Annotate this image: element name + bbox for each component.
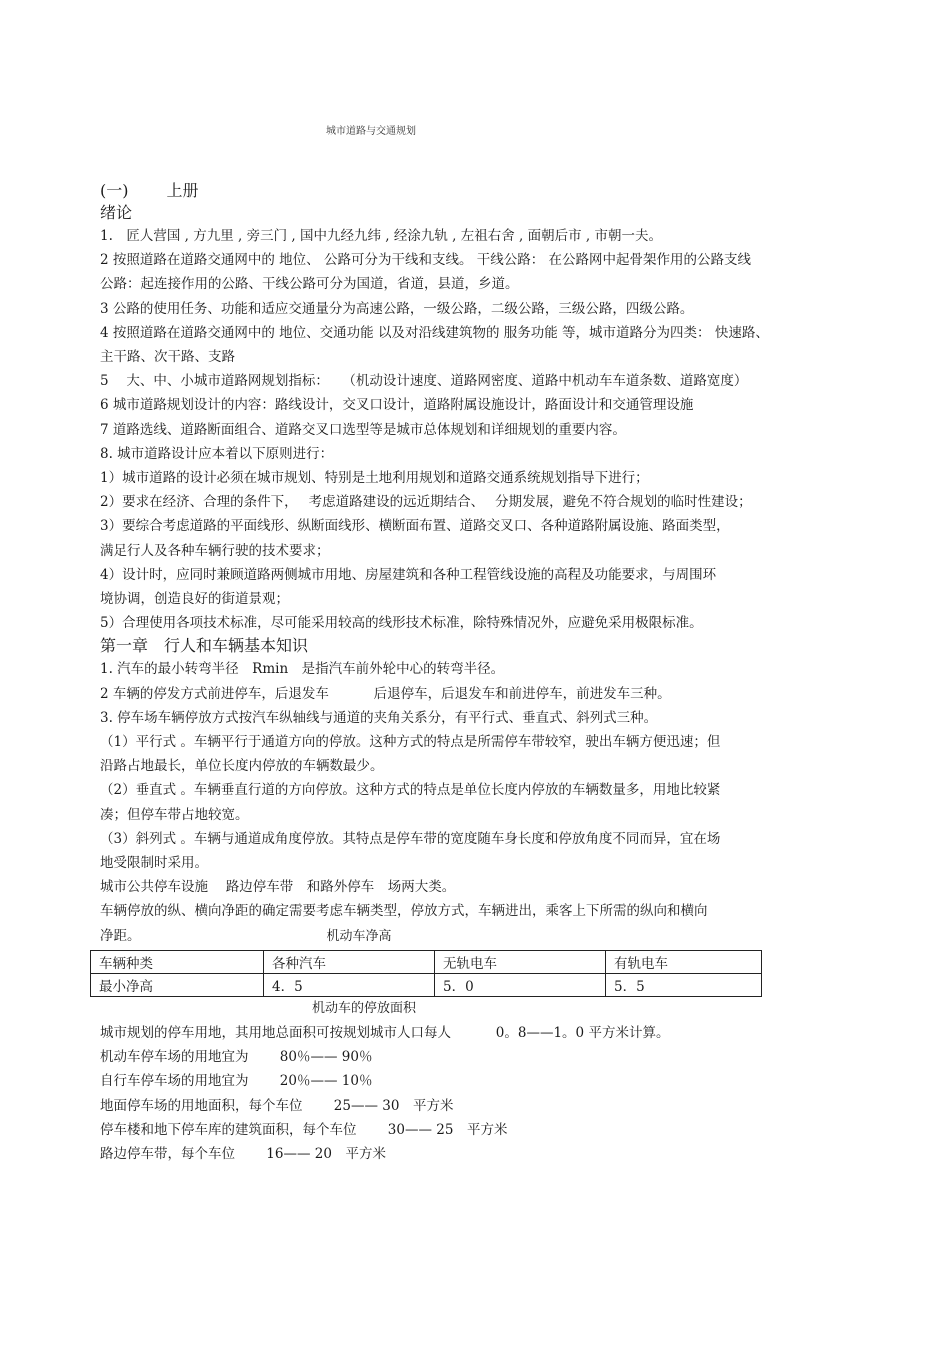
chapter1-line: 地受限制时采用。 (100, 855, 208, 872)
table-header-cell: 无轨电车 (435, 950, 606, 973)
clearance-table (90, 950, 762, 997)
table-lead: 净距。 (100, 927, 141, 944)
intro-line: 3 公路的使用任务、功能和适应交通量分为高速公路，一级公路，二级公路，三级公路，四级公路。 (100, 300, 694, 317)
chapter1-line: （3）斜列式 。车辆与通道成角度停放。其特点是停车带的宽度随车身长度和停放角度不同而异，宜在场 (100, 830, 721, 847)
intro-line: 5 大、中、小城市道路网规划指标： （机动设计速度、道路网密度、道路中机动车车道条数、道路宽度） (100, 373, 748, 390)
intro-line: 7 道路选线、道路断面组合、道路交叉口选型等是城市总体规划和详细规划的重要内容。 (100, 421, 626, 438)
intro-line: 境协调，创造良好的街道景观； (100, 591, 289, 608)
intro-line: 公路：起连接作用的公路、干线公路可分为国道，省道，县道，乡道。 (100, 276, 519, 293)
table-caption: 机动车净高 (326, 928, 392, 944)
intro-line: 1. 匠人营国 , 方九里 , 旁三门 , 国中九经九纬 , 经涂九轨 , 左祖右舍 , 面朝后市 , 市朝一夫。 (100, 228, 662, 244)
table-header-cell: 有轨电车 (606, 950, 762, 973)
intro-line: 4）设计时，应同时兼顾道路两侧城市用地、房屋建筑和各种工程管线设施的高程及功能要求，与周围环 (100, 566, 717, 583)
chapter1-heading: 第一章 行人和车辆基本知识 (100, 636, 309, 656)
intro-line: 主干路、次干路、支路 (100, 349, 235, 366)
parking-line: 路边停车带，每个车位 16—— 20 平方米 (100, 1145, 386, 1162)
chapter1-line: 凑；但停车带占地较宽。 (100, 806, 249, 823)
table-cell: 5．0 (435, 973, 606, 996)
intro-line: 3）要综合考虑道路的平面线形、纵断面线形、横断面布置、道路交叉口、各种道路附属设施、路面类型， (100, 518, 730, 535)
chapter1-line: 沿路占地最长，单位长度内停放的车辆数最少。 (100, 758, 384, 775)
chapter1-line: 2 车辆的停发方式前进停车，后退发车 后退停车，后退发车和前进停车，前进发车三种。 (100, 685, 671, 702)
intro-heading: 绪论 (100, 203, 133, 222)
section-number: (一) (100, 181, 129, 200)
table-header-row (91, 950, 762, 973)
parking-line: 机动车停车场的用地宜为 80％—— 90％ (100, 1049, 373, 1066)
intro-line: 2 按照道路在道路交通网中的 地位、 公路可分为干线和支线。 干线公路： 在公路网中起骨架作用的公路支线 (100, 252, 752, 269)
intro-line: 8. 城市道路设计应本着以下原则进行： (100, 445, 334, 462)
parking-line: 自行车停车场的用地宜为 20％—— 10％ (100, 1073, 373, 1090)
intro-line: 2）要求在经济、合理的条件下， 考虑道路建设的远近期结合、 分期发展，避免不符合规划的临时性建设； (100, 494, 752, 511)
intro-line: 6 城市道路规划设计的内容：路线设计，交叉口设计，道路附属设施设计，路面设计和交通管理设施 (100, 397, 694, 414)
intro-line: 4 按照道路在道路交通网中的 地位、交通功能 以及对沿线建筑物的 服务功能 等，城市道路分为四类： 快速路、 (100, 324, 769, 341)
running-title: 城市道路与交通规划 (326, 126, 416, 137)
table-cell: 最小净高 (91, 973, 264, 996)
chapter1-line: 3. 停车场车辆停放方式按汽车纵轴线与通道的夹角关系分，有平行式、垂直式、斜列式三种。 (100, 709, 658, 726)
parking-line: 城市规划的停车用地，其用地总面积可按规划城市人口每人 0。8——1。0 平方米计算。 (100, 1024, 670, 1041)
table-header-cell: 各种汽车 (264, 950, 435, 973)
chapter1-line: （2）垂直式 。车辆垂直行道的方向停放。这种方式的特点是单位长度内停放的车辆数量多，用地比较紧 (100, 782, 721, 799)
document-body (100, 180, 860, 1166)
section-title: 上册 (166, 181, 199, 200)
table-cell: 4．5 (264, 973, 435, 996)
intro-line: 1）城市道路的设计必须在城市规划、特别是土地利用规划和道路交通系统规划指导下进行； (100, 470, 649, 487)
intro-line: 满足行人及各种车辆行驶的技术要求； (100, 542, 330, 559)
section-heading (100, 180, 860, 202)
parking-area-caption: 机动车的停放面积 (312, 1000, 417, 1016)
chapter1-line: （1）平行式 。车辆平行于通道方向的停放。这种方式的特点是所需停车带较窄，驶出车辆方便迅速；但 (100, 734, 721, 751)
intro-line: 5）合理使用各项技术标准，尽可能采用较高的线形技术标准，除特殊情况外，应避免采用极限标准。 (100, 615, 703, 632)
chapter1-line: 城市公共停车设施 路边停车带 和路外停车 场两大类。 (100, 879, 456, 896)
table-row (91, 973, 762, 996)
chapter1-line: 1. 汽车的最小转弯半径 Rmin 是指汽车前外轮中心的转弯半径。 (100, 661, 505, 678)
chapter1-line: 车辆停放的纵、横向净距的确定需要考虑车辆类型，停放方式，车辆进出，乘客上下所需的纵向和横向 (100, 903, 708, 920)
parking-line: 地面停车场的用地面积，每个车位 25—— 30 平方米 (100, 1097, 454, 1114)
table-cell: 5．5 (606, 973, 762, 996)
table-header-cell: 车辆种类 (91, 950, 264, 973)
table-lead-line (100, 924, 860, 948)
parking-line: 停车楼和地下停车库的建筑面积，每个车位 30—— 25 平方米 (100, 1121, 508, 1138)
